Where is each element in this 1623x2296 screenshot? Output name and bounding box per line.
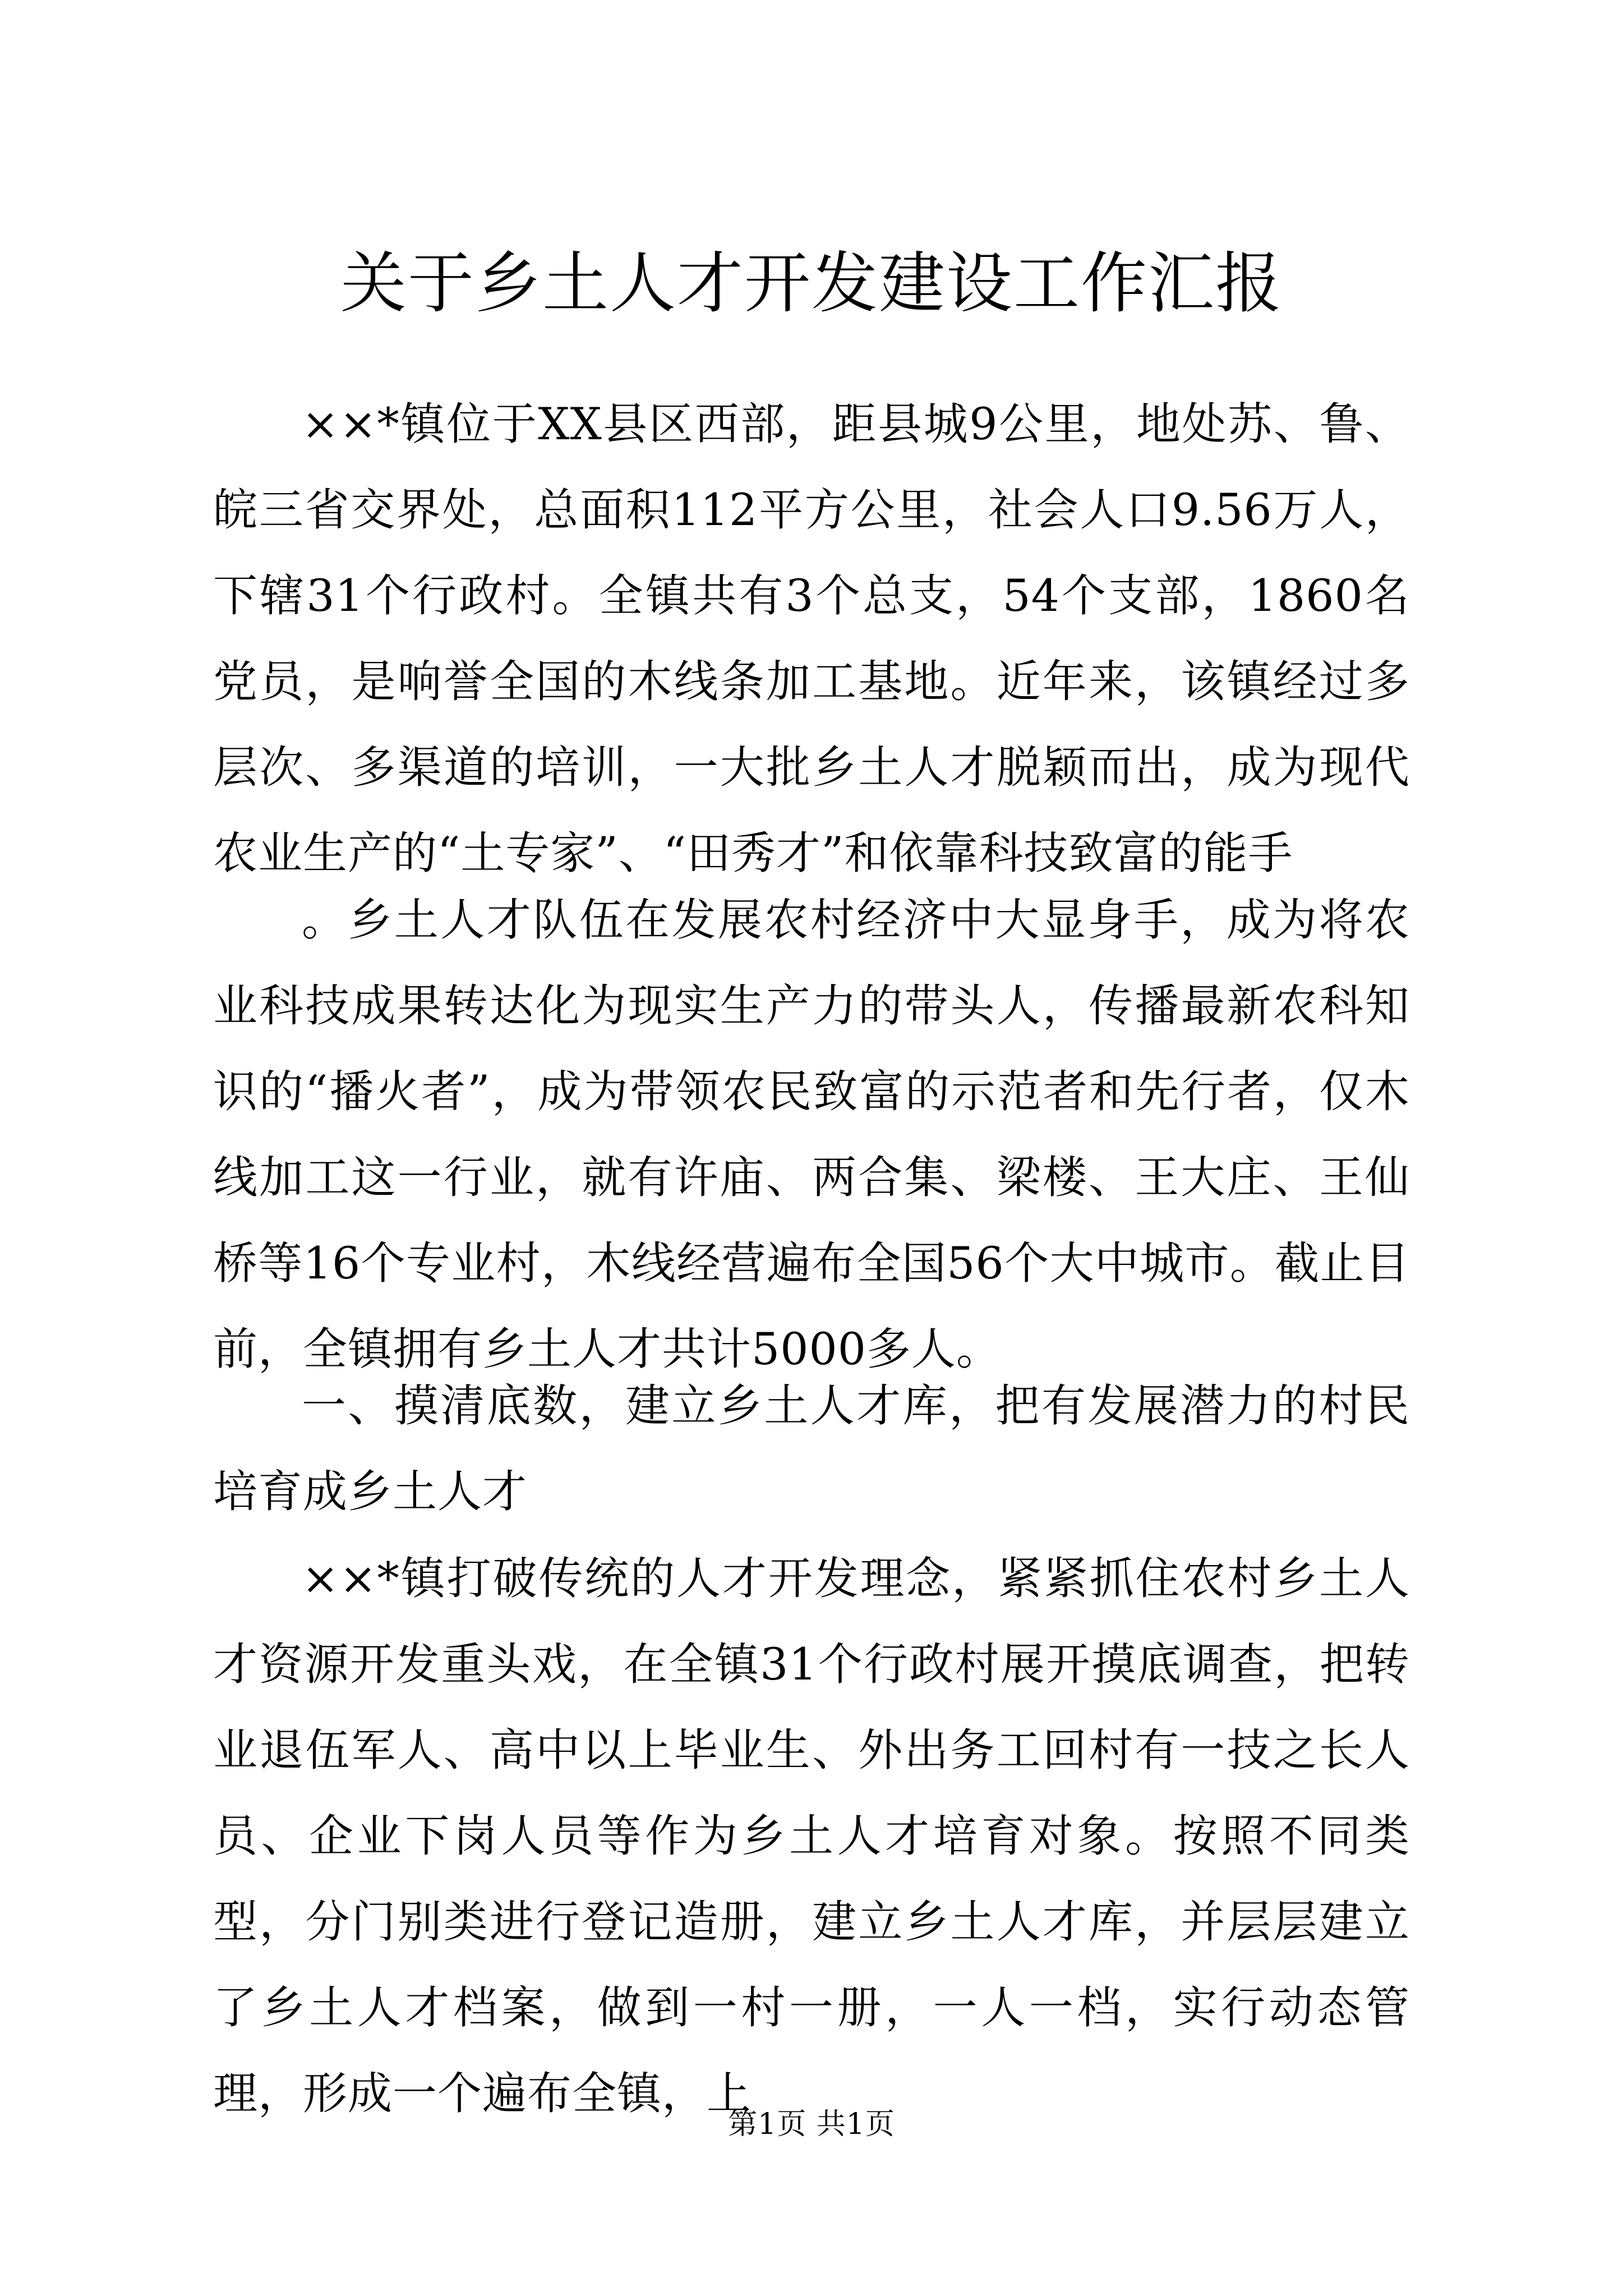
paragraph-talent-team: 。乡土人才队伍在发展农村经济中大显身手，成为将农业科技成果转达化为现实生产力的带头人，传播最新农科知识的“播火者”，成为带领农民致富的示范者和先行者，仅木线加工这一行业，就有许庙、两合集、梁楼、王大庄、王仙桥等16个专业村，木线经营遍布全国56个大中城市。截止目前，全镇拥有乡土人才共计5000多人。 [213, 894, 1410, 1375]
section-heading-1: 一、摸清底数，建立乡土人才库，把有发展潜力的村民培育成乡土人才 [213, 1380, 1410, 1517]
paragraph-talent-database: ××*镇打破传统的人才开发理念，紧紧抓住农村乡土人才资源开发重头戏，在全镇31个行政村展开摸底调查，把转业退伍军人、高中以上毕业生、外出务工回村有一技之长人员、企业下岗人员等作为乡土人才培育对象。按照不同类型，分门别类进行登记造册，建立乡土人才库，并层层建立了乡土人才档案，做到一村一册，一人一档，实行动态管理，形成一个遍布全镇，上 [213, 1553, 1410, 2119]
page-footer: 第1页 共1页 [728, 2108, 895, 2141]
paragraph-intro: ××*镇位于XX县区西部，距县城9公里，地处苏、鲁、皖三省交界处，总面积112平方公里，社会人口9.56万人，下辖31个行政村。全镇共有3个总支，54个支部，1860名党员，是响誉全国的木线条加工基地。近年来，该镇经过多层次、多渠道的培训，一大批乡土人才脱颖而出，成为现代农业生产的“土专家”、“田秀才”和依靠科技致富的能手 [213, 398, 1410, 879]
document-title: 关于乡土人才开发建设工作汇报 [340, 245, 1283, 322]
